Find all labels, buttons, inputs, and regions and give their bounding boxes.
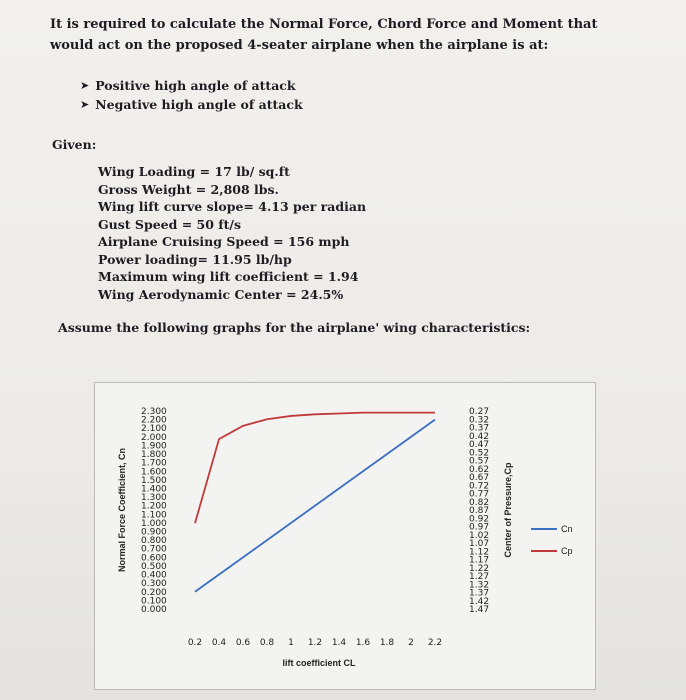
right-tick-label: 0.37: [469, 423, 490, 434]
x-tick-label: 1: [288, 638, 294, 648]
left-tick-label: 1.000: [141, 518, 167, 529]
x-tick-label: 0.4: [211, 638, 227, 648]
right-tick-label: 1.47: [469, 605, 490, 615]
right-axis-title: Center of Pressure,Cp: [503, 462, 513, 558]
series-line-cn: [195, 420, 435, 592]
given-item: Gross Weight = 2,808 lbs.: [98, 181, 279, 197]
right-tick-label: 1.27: [469, 572, 490, 582]
left-tick-label: 1.700: [141, 458, 167, 469]
left-tick-label: 0.200: [141, 587, 167, 598]
assume-text: Assume the following graphs for the airplane' wing characteristics:: [58, 320, 531, 335]
given-item: Power loading= 11.95 lb/hp: [98, 251, 292, 267]
right-tick-label: 0.32: [469, 415, 490, 426]
right-tick-label: 1.02: [469, 530, 490, 541]
right-tick-label: 0.52: [469, 448, 490, 459]
right-tick-label: 0.27: [469, 407, 490, 417]
given-label: Given:: [52, 137, 97, 152]
left-tick-label: 2.200: [141, 415, 167, 426]
left-tick-label: 0.900: [141, 527, 167, 538]
given-item: Airplane Cruising Speed = 156 mph: [98, 234, 350, 249]
left-tick-label: 0.100: [141, 596, 167, 607]
left-tick-label: 0.000: [141, 605, 167, 615]
right-tick-label: 0.57: [469, 456, 490, 467]
question-text: It is required to calculate the Normal Force, Chord Force and Moment that would act on the proposed 4-seater airplane when the airplane is at:: [50, 17, 598, 53]
legend-label-cn: Cn: [561, 524, 573, 534]
bullet-text: Negative high angle of attack: [95, 97, 303, 112]
chart-frame: [94, 382, 596, 690]
right-tick-label: 0.42: [469, 431, 490, 442]
arrow-bullet-icon: ➤: [80, 79, 90, 92]
right-tick-label: 0.87: [469, 506, 490, 516]
right-tick-label: 1.37: [469, 588, 490, 599]
left-tick-label: 1.200: [141, 501, 167, 512]
left-tick-label: 0.800: [141, 536, 167, 547]
x-axis-title: lift coefficient CL: [282, 658, 356, 668]
given-item: Wing lift curve slope= 4.13 per radian: [98, 199, 367, 214]
left-axis-title: Normal Force Coefficient, Cn: [117, 447, 127, 573]
right-tick-label: 0.97: [469, 522, 490, 533]
right-tick-label: 0.67: [469, 473, 490, 483]
left-tick-label: 1.400: [141, 484, 167, 495]
right-tick-label: 1.07: [469, 539, 490, 549]
left-tick-label: 2.100: [141, 424, 167, 435]
left-tick-label: 1.500: [141, 475, 167, 486]
right-tick-label: 0.47: [469, 440, 490, 450]
left-tick-label: 1.900: [141, 441, 167, 452]
right-tick-label: 1.22: [469, 563, 490, 574]
left-tick-label: 0.700: [141, 544, 167, 555]
wing-characteristics-chart: [95, 383, 595, 689]
x-tick-label: 0.6: [235, 638, 251, 648]
right-tick-label: 1.12: [469, 547, 490, 558]
x-tick-label: 0.2: [187, 638, 203, 648]
x-tick-label: 1.6: [355, 638, 371, 648]
given-item: Gust Speed = 50 ft/s: [98, 216, 242, 232]
x-tick-label: 1.4: [331, 638, 347, 648]
left-tick-label: 2.300: [141, 407, 167, 417]
given-item: Wing Loading = 17 lb/ sq.ft: [98, 164, 290, 179]
right-tick-label: 0.62: [469, 464, 490, 475]
right-tick-label: 0.77: [469, 489, 490, 500]
legend-label-cp: Cp: [561, 546, 573, 556]
bullet-list: [80, 76, 303, 114]
left-tick-label: 1.800: [141, 450, 167, 461]
list-item: [80, 76, 303, 95]
left-tick-label: 1.300: [141, 493, 167, 504]
x-tick-label: 1.2: [307, 638, 323, 648]
right-tick-label: 1.17: [469, 555, 490, 566]
left-tick-label: 0.300: [141, 579, 167, 590]
given-item: Wing Aerodynamic Center = 24.5%: [98, 286, 344, 302]
left-tick-label: 0.600: [141, 553, 167, 564]
x-tick-label: 2.2: [427, 638, 443, 648]
x-tick-label: 0.8: [259, 638, 275, 648]
right-tick-label: 1.42: [469, 596, 490, 607]
given-item: Maximum wing lift coefficient = 1.94: [98, 269, 359, 284]
list-item: [80, 95, 303, 114]
right-tick-label: 0.82: [469, 497, 490, 508]
left-tick-label: 0.400: [141, 570, 167, 581]
arrow-bullet-icon: ➤: [80, 98, 90, 111]
bullet-text: Positive high angle of attack: [95, 78, 296, 93]
right-tick-label: 1.32: [469, 580, 490, 591]
left-tick-label: 2.000: [141, 432, 167, 443]
left-tick-label: 0.500: [141, 561, 167, 572]
x-tick-label: 1.8: [379, 638, 395, 648]
right-tick-label: 0.72: [469, 481, 490, 492]
right-tick-label: 0.92: [469, 514, 490, 525]
given-list: [98, 163, 366, 303]
left-tick-label: 1.600: [141, 467, 167, 478]
left-tick-label: 1.100: [141, 510, 167, 521]
x-tick-label: 2: [408, 638, 414, 648]
